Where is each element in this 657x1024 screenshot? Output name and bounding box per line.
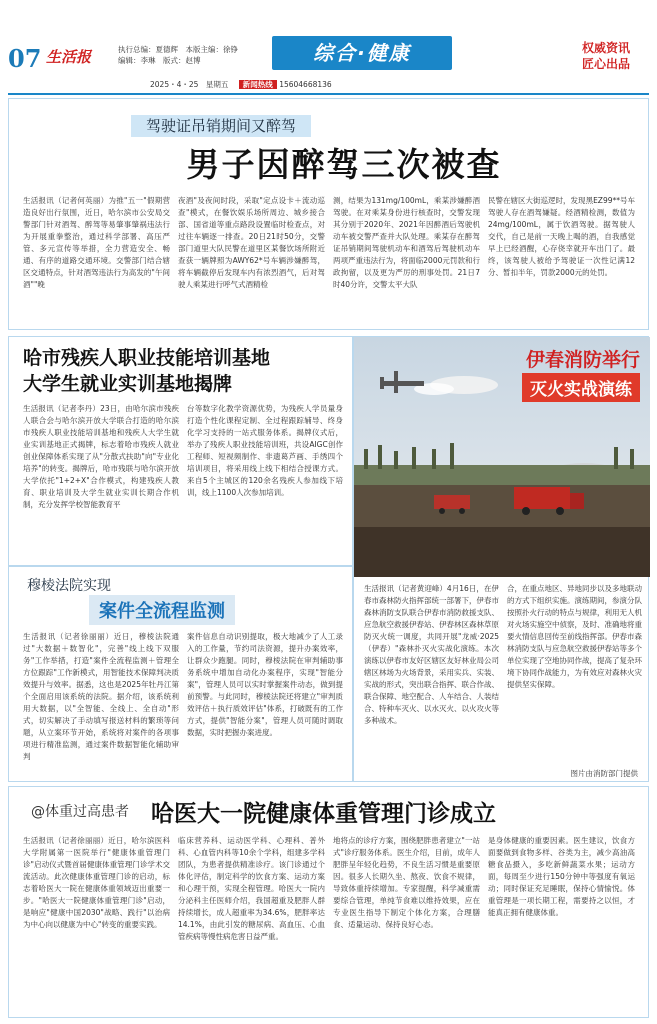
article-column: 民警在辖区大街巡逻时，发现黑EZ99**号车驾驶人存在酒驾嫌疑。经酒精检测，数值为24mg/100mL，属于饮酒驾驶。据驾驶人交代，自己是前一天晚上喝的酒，自我感觉早上已经酒醒，心存侥幸就开车出门了。最终，该驾驶人被给予驾驶证一次性记满12分、暂扣半年，罚款2000元的处罚。 [488,196,635,277]
slogan-line-1: 权威资讯 [582,41,631,55]
article-disability-training [8,336,353,566]
article-column: 合，在重点地区、异地同步以及多地联动的方式下组织实施。演练期间，参演分队按照扑火行动的特点与规律，利用无人机对火场实施空中侦察，及时、准确地将重要火情信息回传至前线指挥部。伊春市森林消防支队与应急航空救援伊春站等多个单位实现了空地协同作战，提高了复杂环境下协同作战能力，为有效应对森林火灾提供坚实保障。 [507,584,642,689]
article-column: 测，结果为131mg/100mL，乘某涉嫌醉酒驾驶。在对乘某身份进行核查时，交警发现其分别于2020年、2021年因醉酒后驾驶机动车被交警严查并大队处理。乘某存在醉驾证吊销期间驾驶机动车和酒驾后驾驶机动车两项严重违法行为，将面临2000元罚款和行政拘留，以及更为严厉的刑事处罚。21日7时40分许，交警太平大队 [333,196,480,289]
section-banner [272,36,452,70]
article-column: 生活报讯（记者李丹）23日，由哈尔滨市残疾人联合会与哈尔滨开放大学联合打造的哈尔滨市残疾人职业技能培训基地和残疾人大学生就业实训基地正式揭牌，标志着哈市残疾人就业创业保障体系实现了从"分散式扶助"向"专业化培养"的转变。揭牌后，哈市残联与哈尔滨开放大学依托"1+2+X"合作模式，构建残疾人教育、职业培训及大学生就业实训长期合作机制，充分发挥学校智能教育平 [23,404,179,509]
editor-credits [118,44,238,66]
article-body [23,835,635,1013]
article-column: 地将点的诊疗方案，围绕肥胖患者建立"一站式"诊疗服务体系。医生介绍，目前，成年人肥胖呈年轻化趋势，不良生活习惯是重要原因。很多人长期久坐、熬夜、饮食不规律，导致体重持续增加。专家提醒，科学减重需要综合管理，单纯节食难以维持效果，应在专业医生指导下制定个体化方案，合理膳食、适量运动、保持良好心态。 [333,836,480,929]
header-divider [8,93,649,95]
article-subheadline: 灭火实战演练 [522,373,640,402]
article-kicker: 穆棱法院实现 [27,578,111,594]
article-headline: 案件全流程监测 [89,595,235,625]
article-column: 生活报讯（记者徐丽丽）近日，哈尔滨医科大学附属第一医院举行"健康体重管理门诊"启动仪式暨首届健康体重管理门诊学术交流活动。此次健康体重管理门诊的启动，标志着哈医大一院在健康体重领域迈出重要一步。"哈医大一院健康体重管理门诊"启动，是响应"健康中国2030"战略、践行"以治病为中心向以健康为中心"转变的重要实践。 [23,836,170,929]
editor-line-1: 执行总编：夏德辉 本版主编：徐铮 [118,45,238,54]
headline-line-1: 哈市残疾人职业技能培训基地 [23,347,271,369]
article-headline [23,345,343,397]
photo-credit: 图片由消防部门提供 [570,769,638,778]
article-body [23,403,343,563]
page-number: 07 [8,44,42,73]
article-column: 生活报讯（记者黄迎峰）4月16日，在伊春市森林防火指挥部统一部署下，伊春市森林消防支队联合伊春市消防救援支队、应急航空救援伊春站、伊春林区森林草原防灭火统一调度，共同开展"龙威·2025（伊春）"森林扑灭火实战化演练。本次演练以伊春市友好区辖区友好林业局公司辖区林场为火场背景，采用实兵、实装、实战的形式，突出联合指挥、联合作战、联合保障、地空配合、人车结合、人装结合、特种车灭火、以水灭火、以火攻火等多种战术。 [364,584,499,725]
slogan-line-2: 匠心出品 [582,57,631,71]
article-column: 台等数字化教学资源优势，为残疾人学员量身打造个性化课程定制、全过程跟踪辅导、终身化学习支持的一站式服务体系。揭牌仪式后，举办了残疾人职业技能培训班，共设AIGC创作工程师、短视频制作、非遗葛芦画、手绣四个培训项目，将采用线上线下相结合授课方式。来自5个主城区的120余名残疾人参加线下培训，线上1100人次参加培训。 [187,404,343,497]
fire-drill-photo [354,337,650,577]
article-headline: 哈医大一院健康体重管理门诊成立 [151,800,496,827]
slogan [582,40,630,72]
article-drunk-driving [8,98,649,330]
article-kicker: 驾驶证吊销期间又醉驾 [131,115,311,137]
section-title: 综合·健康 [313,41,411,65]
editor-line-2: 编辑：李琳 版式：赵博 [118,56,201,65]
article-column: 生活报讯（记者何英丽）为推"五一"假期营造良好出行氛围，近日，哈尔滨市公安局交警部门针对酒驾、醉驾等易肇事肇祸违法行为开展重拳整治，通过科学部署、高压严管、多元宣传等举措，全力营造安全、畅通、有序的道路交通环境。交警部门结合辖区交通特点，针对酒驾违法行为高发的"午间酒""晚 [23,196,170,289]
paper-name: 生活报 [46,48,92,66]
hotline-label: 新闻热线 [239,80,277,89]
issue-date: 2025・4・25 星期五 [150,80,229,89]
article-weight-clinic [8,786,649,1018]
article-body [364,583,642,769]
article-headline: 男子因醉驾三次被查 [186,145,502,184]
article-kicker: @体重过高患者 [31,804,129,820]
article-column: 是身体健康的重要因素。医生建议，饮食方面要做到食物多样、谷类为主，减少高油高糖食品摄入，多吃新鲜蔬菜水果；运动方面，每周至少进行150分钟中等强度有氧运动；同时保证充足睡眠，保持心情愉悦。体重管理是一项长期工程，需要持之以恒，才能真正拥有健康体重。 [488,836,635,917]
date-bar [150,78,332,92]
article-court-monitoring [8,566,353,782]
article-column: 生活报讯（记者徐丽丽）近日，穆棱法院通过"大数据＋数智化"，完善"线上线下双服务"工作举措，打造"案件全流程监测＋管理全方位跟踪"工作新模式，用智能技术保障判决质效提升与效率。据悉，这也是2025年牡丹江第个全面启用该系统的法院。据介绍，该系统利用大数据，以"全智能、全线上、全自动"形式，切实解决了手动填写报送材料的繁琐等问题，从立案环节开始，系统将对案件的各项事项进行精准监测，通过案件数据智能化辅助审判 [23,632,179,761]
masthead [0,0,657,78]
hotline-number: 15604668136 [279,80,332,89]
headline-line-2: 大学生就业实训基地揭牌 [23,373,233,395]
article-column: 案件信息自动识别提取，极大地减少了人工录入的工作量，节约司法资源，提升办案效率，让群众少跑腿。同时，穆棱法院在审判辅助事务系统中增加自动化办案程序，实现"智能分案"，管理人员可以实时掌握案件动态，做到提前预警。与此同时，穆棱法院还将建立"审判质效评估＋执行质效评估"体系，打破既有的工作方式，提供"智能分案"，管理人员可随时调取数据，实时把握办案进度。 [187,632,343,737]
article-body [23,195,635,325]
article-body [23,631,343,779]
article-column: 临床营养科、运动医学科、心理科、普外科、心血管内科等10余个学科，组建多学科团队，为患者提供精准诊疗。该门诊通过个体化评估，制定科学的饮食方案、运动方案和心理干预，实现全程管理。哈医大一院内分泌科主任医师介绍，我国超重及肥胖人群持续增长，成人超重率为34.6%，肥胖率达14.1%，由此引发的糖尿病、高血压、心血管疾病等慢性病危害日益严重。 [178,836,325,941]
article-headline: 伊春消防举行 [525,349,640,371]
article-fire-drill [353,336,649,782]
article-column: 夜酒"及夜间时段，采取"定点设卡＋流动巡查"模式，在餐饮娱乐场所周边、城乡接合部、国省道等重点路段设置临时检查点，对过往车辆逐一排查。20日21时50分，交警部门道里大队民警在道里区某餐饮场所附近查获一辆牌照为AWY62*号车辆涉嫌醉驾，将车辆截停后发现车内有浓烈酒气，后对驾驶人乘某进行呼气式酒精检 [178,196,325,289]
